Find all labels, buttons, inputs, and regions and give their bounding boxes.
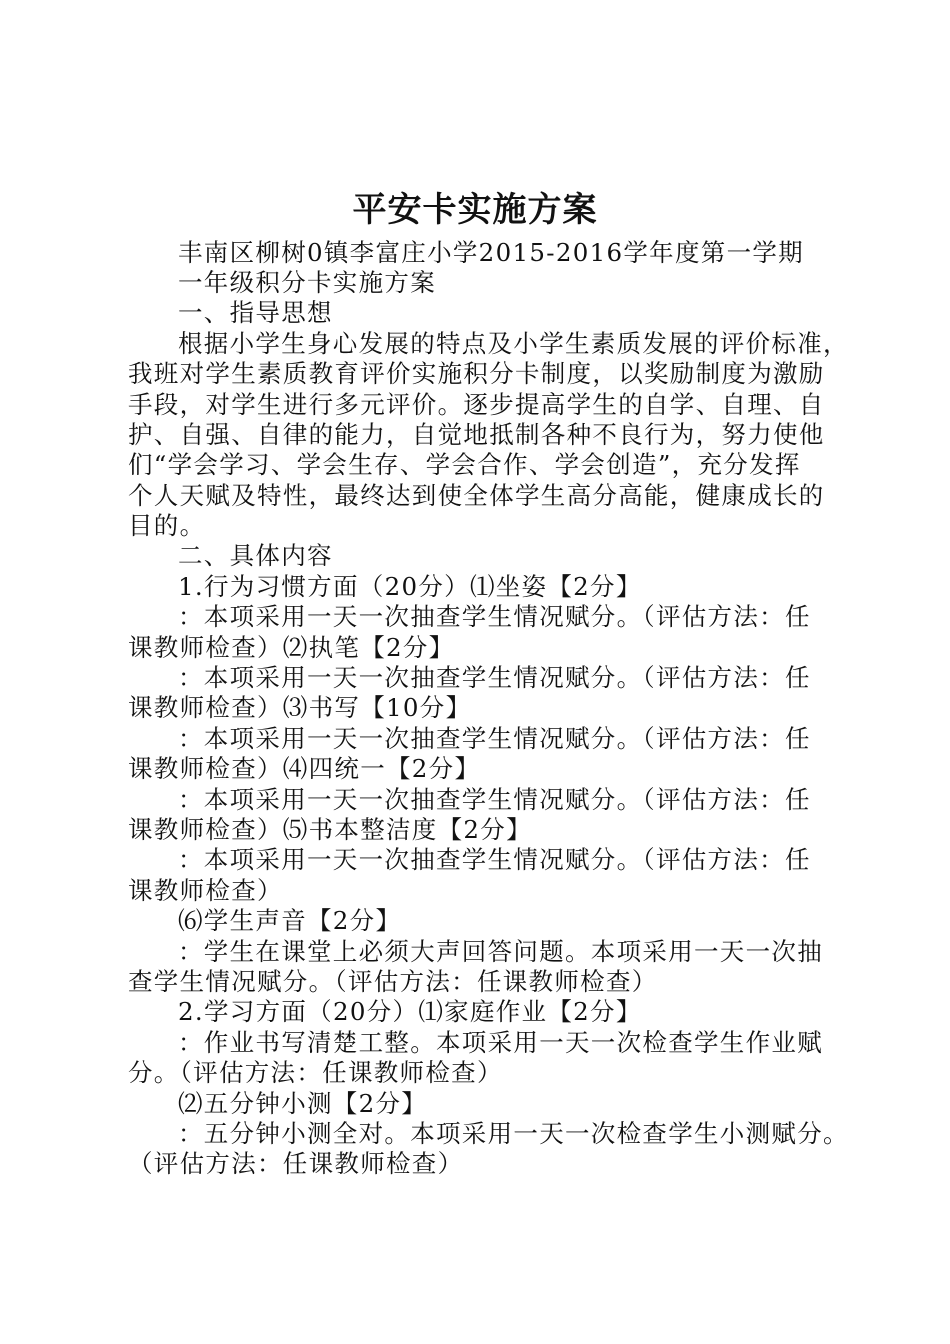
text-line: ：本项采用一天一次抽查学生情况赋分。（评估方法：任	[178, 845, 811, 874]
text-line: 1.行为习惯方面（20分）⑴坐姿【2分】	[178, 572, 642, 601]
text-line: ：作业书写清楚工整。本项采用一天一次检查学生作业赋	[178, 1028, 823, 1057]
text-line: ⑵五分钟小测【2分】	[178, 1089, 428, 1118]
text-line: ：五分钟小测全对。本项采用一天一次检查学生小测赋分。	[178, 1119, 849, 1148]
text-line: 根据小学生身心发展的特点及小学生素质发展的评价标准，	[178, 329, 849, 358]
text-line: 课教师检查）⑵执笔【2分】	[128, 633, 455, 662]
text-line: 课教师检查）	[128, 876, 283, 905]
text-line: 目的。	[128, 511, 206, 540]
section-heading: 二、具体内容	[178, 541, 333, 570]
text-line: 个人天赋及特性，最终达到使全体学生高分高能，健康成长的	[128, 481, 825, 510]
section-heading: 一、指导思想	[178, 298, 333, 327]
text-line: 课教师检查）⑶书写【10分】	[128, 693, 472, 722]
text-line: （评估方法：任课教师检查）	[128, 1149, 464, 1178]
text-line: 手段，对学生进行多元评价。逐步提高学生的自学、自理、自	[128, 390, 825, 419]
text-line: ：本项采用一天一次抽查学生情况赋分。（评估方法：任	[178, 785, 811, 814]
text-line: 课教师检查）⑸书本整洁度【2分】	[128, 815, 532, 844]
text-line: ：本项采用一天一次抽查学生情况赋分。（评估方法：任	[178, 724, 811, 753]
text-line: 查学生情况赋分。（评估方法：任课教师检查）	[128, 967, 658, 996]
text-line: 们“学会学习、学会生存、学会合作、学会创造”，充分发挥	[128, 450, 801, 479]
text-line: ⑹学生声音【2分】	[178, 906, 402, 935]
document-title: 平安卡实施方案	[352, 190, 598, 230]
text-line: ：本项采用一天一次抽查学生情况赋分。（评估方法：任	[178, 663, 811, 692]
text-line: 课教师检查）⑷四统一【2分】	[128, 754, 481, 783]
text-line: ：本项采用一天一次抽查学生情况赋分。（评估方法：任	[178, 602, 811, 631]
text-line: 我班对学生素质教育评价实施积分卡制度，以奖励制度为激励	[128, 359, 825, 388]
text-line: ：学生在课堂上必须大声回答问题。本项采用一天一次抽	[178, 937, 823, 966]
text-line: 2.学习方面（20分）⑴家庭作业【2分】	[178, 997, 642, 1026]
text-line: 护、自强、自律的能力，自觉地抵制各种不良行为，努力使他	[128, 420, 825, 449]
text-line: 一年级积分卡实施方案	[178, 268, 436, 297]
text-line: 分。（评估方法：任课教师检查）	[128, 1058, 503, 1087]
text-line: 丰南区柳树0镇李富庄小学2015-2016学年度第一学期	[178, 238, 804, 267]
